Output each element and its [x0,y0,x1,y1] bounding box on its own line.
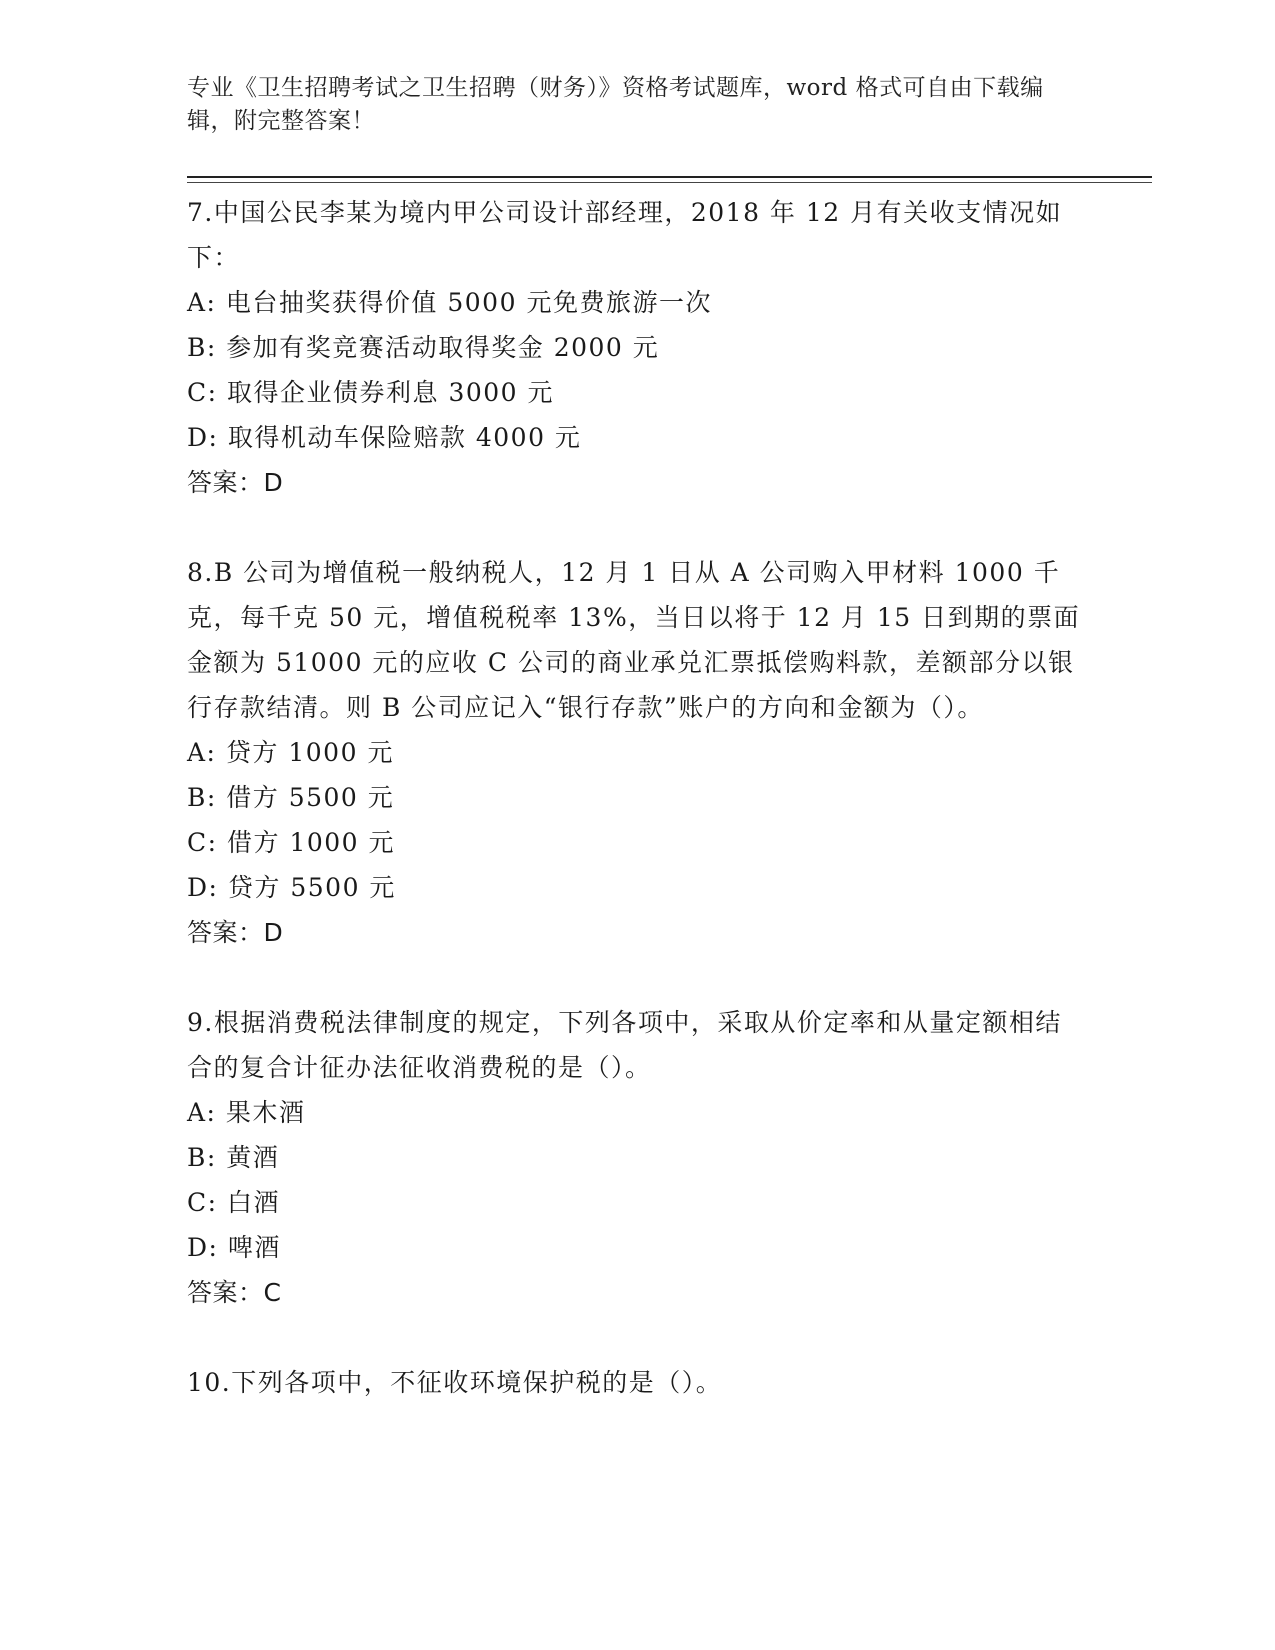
option-c: C: 借方 1000 元 [187,828,396,857]
option-b: B: 黄酒 [187,1143,280,1172]
question-7 [187,190,1087,505]
option-c: C: 白酒 [187,1188,280,1217]
option-b: B: 借方 5500 元 [187,783,395,812]
question-10 [187,1360,1087,1405]
answer-line: 答案：C [187,1278,282,1307]
question-spacer [187,955,1087,1000]
option-d: D: 啤酒 [187,1233,281,1262]
option-c: C: 取得企业债券利息 3000 元 [187,378,555,407]
question-list [187,190,1087,1405]
question-stem: 9.根据消费税法律制度的规定，下列各项中，采取从价定率和从量定额相结合的复合计征办法征收消费税的是（）。 [187,1008,1062,1082]
option-a: A: 果木酒 [187,1098,306,1127]
option-d: D: 贷方 5500 元 [187,873,396,902]
header-divider-thin [187,182,1152,183]
question-spacer [187,1315,1087,1360]
question-9 [187,1000,1087,1315]
header-divider-thick [187,176,1152,178]
option-a: A: 电台抽奖获得价值 5000 元免费旅游一次 [187,288,712,317]
question-spacer [187,505,1087,550]
question-8 [187,550,1087,955]
option-a: A: 贷方 1000 元 [187,738,394,767]
question-stem: 7.中国公民李某为境内甲公司设计部经理，2018 年 12 月有关收支情况如下： [187,198,1063,272]
option-b: B: 参加有奖竞赛活动取得奖金 2000 元 [187,333,660,362]
answer-line: 答案：D [187,468,284,497]
question-stem: 10.下列各项中，不征收环境保护税的是（）。 [187,1368,723,1397]
question-stem: 8.B 公司为增值税一般纳税人，12 月 1 日从 A 公司购入甲材料 1000 千克，每千克 50 元，增值税税率 13%，当日以将于 12 月 15 日到期的票面金额为 51000 元的应收 C 公司的商业承兑汇票抵偿购料款，差额部分以银行存款结清。则 B 公司应记入“银行存款”账户的方向和金额为（）。 [187,558,1081,722]
document-header: 专业《卫生招聘考试之卫生招聘（财务）》资格考试题库，word 格式可自由下载编辑，附完整答案！ [187,75,1044,134]
option-d: D: 取得机动车保险赔款 4000 元 [187,423,582,452]
answer-line: 答案：D [187,918,284,947]
